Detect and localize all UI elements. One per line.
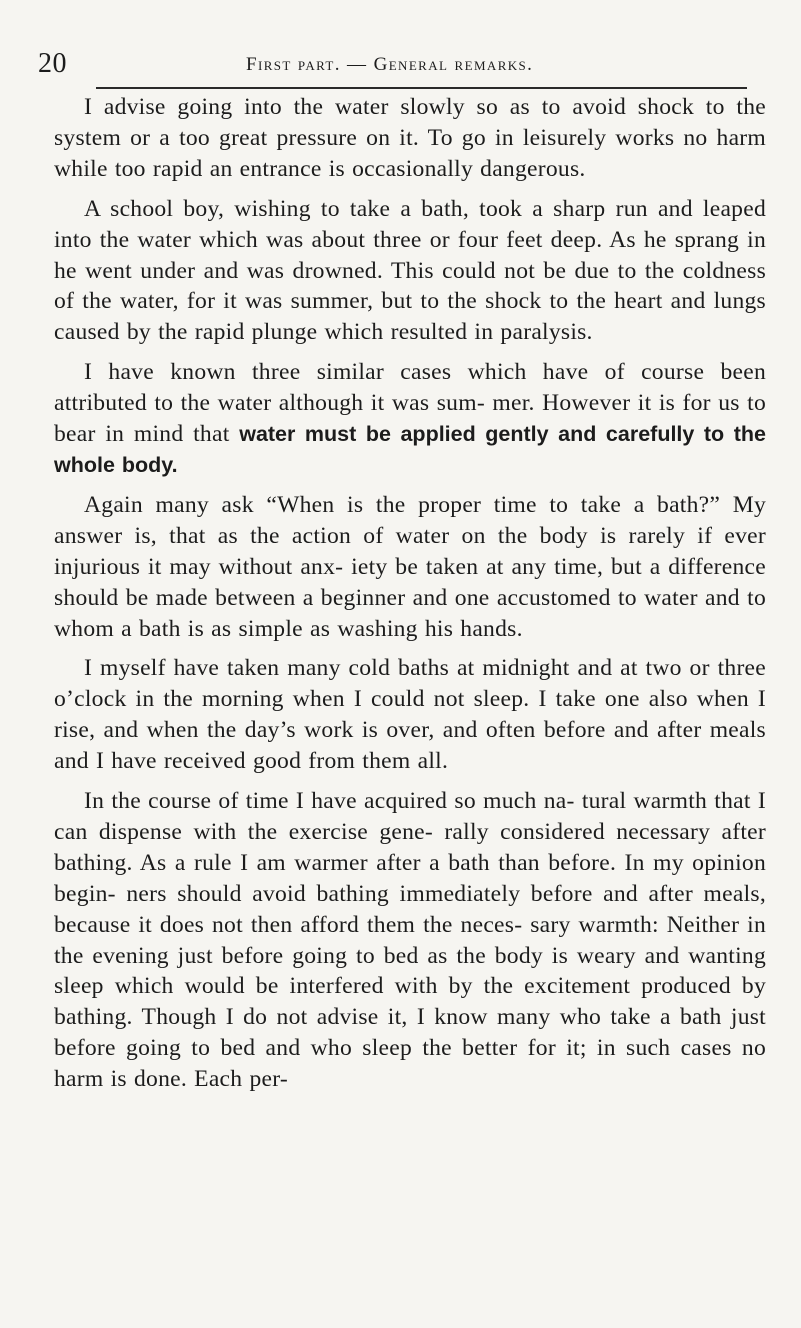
- running-head: First part. — General remarks.: [246, 54, 534, 75]
- paragraph: [54, 490, 766, 645]
- paragraph: [54, 653, 766, 777]
- paragraph: [54, 194, 766, 349]
- paragraph-text: I have known three similar cases which have of course been attributed to the water although it was sum- mer. However it is for us to bear in mind that: [54, 359, 766, 448]
- page-number: 20: [38, 48, 67, 79]
- paragraph-text: I myself have taken many cold baths at midnight and at two or three o’clock in the morning when I could not sleep. I take one also when I rise, and when the day’s work is over, and often before and after meals and I have received good from them all.: [54, 655, 766, 775]
- paragraph-text: In the course of time I have acquired so much na- tural warmth that I can dispense with the exercise gene- rally considered necessary after bathing. As a rule I am warmer after a bath than before. In my opinion begin- ners should avoid bathing immediately before and after meals, because it does not then afford them the neces- sary warmth: Neither in the evening just before going to bed as the body is weary and wanting sleep which would be interfered with by the excitement produced by bathing. Though I do not advise it, I know many who take a bath just before going to bed and who sleep the better for it; in such cases no harm is done. Each per-: [54, 788, 766, 1093]
- paragraph-text: A school boy, wishing to take a bath, took a sharp run and leaped into the water which was about three or four feet deep. As he sprang in he went under and was drowned. This could not be due to the coldness of the water, for it was summer, but to the shock to the heart and lungs caused by the rapid plunge which resulted in paralysis.: [54, 195, 766, 346]
- body-text: [54, 92, 766, 1095]
- header-rule: [96, 87, 747, 89]
- emphasized-text: water must be applied gently and carefully to the whole body.: [54, 422, 766, 477]
- paragraph: [54, 92, 766, 185]
- paragraph-text: Again many ask “When is the proper time to take a bath?” My answer is, that as the action of water on the body is rarely if ever injurious it may without anx- iety be taken at any time, but a difference should be made between a beginner and one accustomed to water and to whom a bath is as simple as washing his hands.: [54, 491, 766, 642]
- paragraph: [54, 357, 766, 481]
- paragraph-text: I advise going into the water slowly so as to avoid shock to the system or a too great pressure on it. To go in leisurely works no harm while too rapid an entrance is occasionally dangerous.: [54, 94, 766, 182]
- page-header: [38, 48, 778, 84]
- paragraph: [54, 786, 766, 1095]
